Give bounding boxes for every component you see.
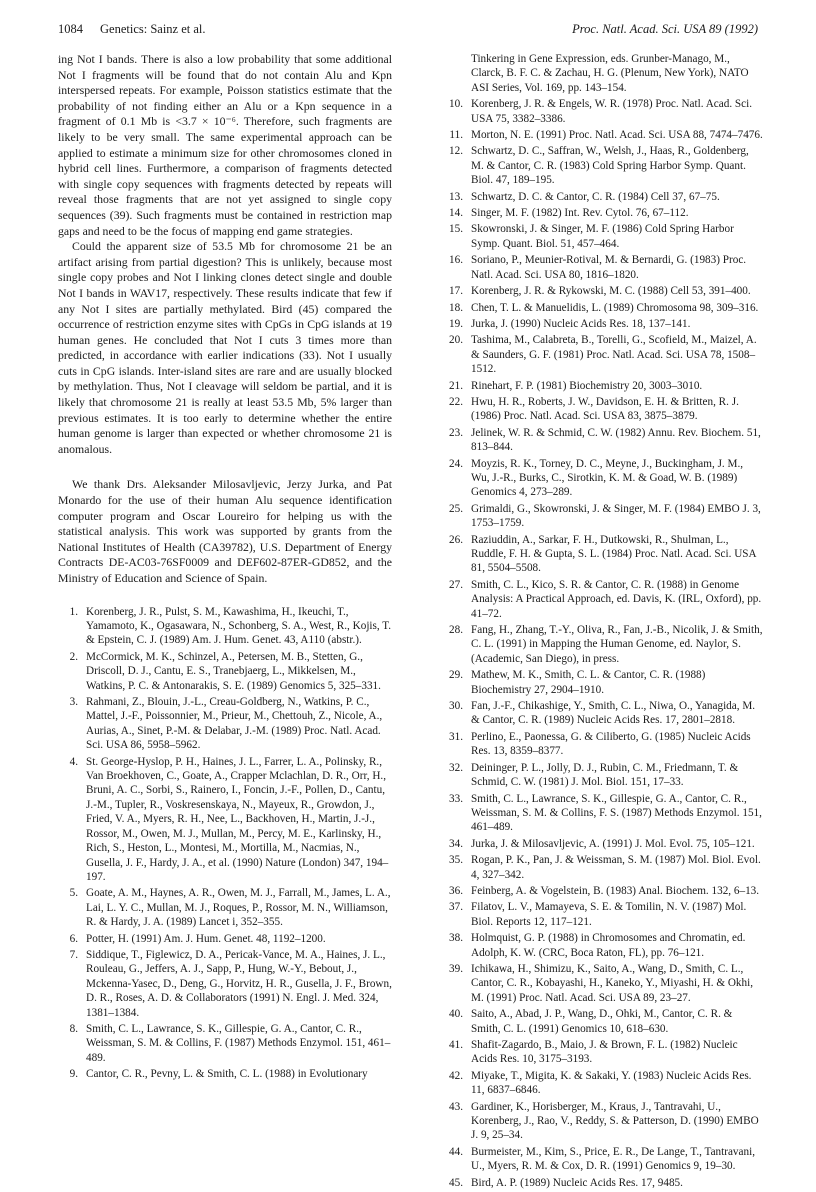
reference-text: Gardiner, K., Horisberger, M., Kraus, J., Tantravahi, U., Korenberg, J., Rao, V., Reddy, S. & Patterson, D. (1990) EMBO J. 9, 25–34. — [471, 1100, 759, 1142]
reference-number: 7. — [69, 948, 78, 961]
reference-number: 29. — [449, 669, 463, 682]
reference-number: 32. — [449, 761, 463, 774]
reference-item — [443, 931, 763, 960]
reference-number: 1. — [69, 605, 78, 618]
reference-text: Fan, J.-F., Chikashige, Y., Smith, C. L., Niwa, O., Yanagida, M. & Cantor, C. R. (1989) Nucleic Acids Res. 17, 2801–2818. — [471, 700, 756, 727]
reference-item — [443, 1145, 763, 1174]
reference-item — [443, 853, 763, 882]
reference-number: 16. — [449, 254, 463, 267]
reference-item — [58, 948, 392, 1020]
reference-item — [58, 605, 392, 648]
reference-text: Skowronski, J. & Singer, M. F. (1986) Cold Spring Harbor Symp. Quant. Biol. 51, 457–464. — [471, 223, 734, 250]
reference-text: Soriano, P., Meunier-Rotival, M. & Bernardi, G. (1983) Proc. Natl. Acad. Sci. USA 80, 1816–1820. — [471, 254, 747, 281]
reference-item — [443, 457, 763, 500]
reference-text: Miyake, T., Migita, K. & Sakaki, Y. (1983) Nucleic Acids Res. 11, 6837–6846. — [471, 1069, 752, 1097]
reference-number: 40. — [449, 1008, 463, 1021]
reference-text: McCormick, M. K., Schinzel, A., Petersen, M. B., Stetten, G., Driscoll, D. J., Cantu, E. S., Tranebjaerg, L., Mikkelsen, M., Watkins, P. C. & Antonarakis, S. E. (1989) Genomics 5, 325–331. — [86, 650, 381, 692]
reference-text: Smith, C. L., Lawrance, S. K., Gillespie, G. A., Cantor, C. R., Weissman, S. M. & Collins, F. (1987) Methods Enzymol. 151, 461–489. — [86, 1022, 391, 1064]
reference-number: 2. — [69, 650, 78, 663]
reference-item — [58, 650, 392, 693]
reference-text: Singer, M. F. (1982) Int. Rev. Cytol. 76, 67–112. — [471, 207, 689, 220]
reference-text: Potter, H. (1991) Am. J. Hum. Genet. 48, 1192–1200. — [86, 932, 326, 945]
reference-item — [443, 884, 763, 898]
reference-item — [58, 1022, 392, 1065]
reference-number: 9. — [69, 1068, 78, 1081]
reference-text: Burmeister, M., Kim, S., Price, E. R., De Lange, T., Tantravani, U., Myers, R. M. & Cox, D. R. (1991) Genomics 9, 19–30. — [471, 1145, 755, 1173]
reference-text: Raziuddin, A., Sarkar, F. H., Dutkowski, R., Shulman, L., Ruddle, F. H. & Gupta, S. L. (1984) Proc. Natl. Acad. Sci. USA 81, 5504–5508. — [471, 533, 756, 575]
reference-item — [443, 623, 763, 666]
reference-item — [443, 206, 763, 220]
reference-number: 43. — [449, 1100, 463, 1113]
reference-item — [443, 1100, 763, 1143]
reference-text: Tashima, M., Calabreta, B., Torelli, G., Scofield, M., Maizel, A. & Saunders, G. F. (1981) Proc. Natl. Acad. Sci. USA 78, 1508–1512. — [471, 334, 757, 376]
reference-number: 26. — [449, 533, 463, 546]
reference-text: Smith, C. L., Kico, S. R. & Cantor, C. R. (1988) in Genome Analysis: A Practical Approach, ed. Davis, K. (IRL, Oxford), pp. 41–72. — [471, 578, 762, 620]
reference-text: Deininger, P. L., Jolly, D. J., Rubin, C. M., Friedmann, T. & Schmid, C. W. (1981) J. Mol. Biol. 151, 17–33. — [471, 761, 739, 789]
reference-text: Korenberg, J. R. & Rykowski, M. C. (1988) Cell 53, 391–400. — [471, 285, 751, 298]
reference-text: Moyzis, R. K., Torney, D. C., Meyne, J., Buckingham, J. M., Wu, J.-R., Burks, C., Sirotkin, K. M. & Goad, W. B. (1989) Genomics 4, 273–289. — [471, 457, 744, 499]
reference-number: 24. — [449, 457, 463, 470]
reference-item — [443, 395, 763, 424]
reference-number: 23. — [449, 426, 463, 439]
reference-number: 15. — [449, 223, 463, 236]
running-head-authors: Genetics: Sainz et al. — [100, 22, 206, 36]
reference-number: 12. — [449, 145, 463, 158]
reference-text: Perlino, E., Paonessa, G. & Ciliberto, G. (1985) Nucleic Acids Res. 13, 8359–8377. — [471, 730, 751, 758]
journal-citation: Proc. Natl. Acad. Sci. USA 89 (1992) — [572, 22, 758, 36]
reference-text: Schwartz, D. C., Saffran, W., Welsh, J., Haas, R., Goldenberg, M. & Cantor, C. R. (1983) Cold Spring Harbor Symp. Quant. Biol. 47, 189–195. — [471, 145, 749, 187]
reference-number: 20. — [449, 334, 463, 347]
reference-text: Saito, A., Abad, J. P., Wang, D., Ohki, M., Cantor, C. R. & Smith, C. L. (1991) Genomics 10, 618–630. — [471, 1008, 733, 1035]
reference-number: 18. — [449, 301, 463, 314]
reference-number: 45. — [449, 1176, 463, 1189]
reference-item — [58, 755, 392, 885]
reference-text: Siddique, T., Figlewicz, D. A., Pericak-Vance, M. A., Haines, J. L., Rouleau, G., Jeffers, A. J., Sapp, P., Hung, W.-Y., Bebout, J., Mckenna-Yasec, D., Deng, G., Horvitz, H. R., Gusella, J. F., Brown, D. R., Roses, A. D. & Collaborators (1991) N. Engl. J. Med. 324, 1381–1384. — [86, 948, 392, 1019]
reference-text: Korenberg, J. R., Pulst, S. M., Kawashima, H., Ikeuchi, T., Yamamoto, K., Ogasawara, N., Schonberg, S. A., West, R., Kojis, T. & Epstein, C. J. (1989) Am. J. Hum. Genet. 43, A110 (abstr.). — [86, 605, 392, 647]
reference-text: Schwartz, D. C. & Cantor, C. R. (1984) Cell 37, 67–75. — [471, 190, 720, 203]
reference-number: 39. — [449, 962, 463, 975]
reference-number: 5. — [69, 887, 78, 900]
reference-item — [443, 792, 763, 835]
reference-number: 10. — [449, 98, 463, 111]
reference-text: Rogan, P. K., Pan, J. & Weissman, S. M. (1987) Mol. Biol. Evol. 4, 327–342. — [471, 854, 761, 881]
reference-text: Goate, A. M., Haynes, A. R., Owen, M. J., Farrall, M., James, L. A., Lai, L. Y. C., Mullan, M. J., Roques, P., Rossor, M. N., Williamson, R. & Hardy, J. A. (1989) Lancet i, 352–355. — [86, 887, 391, 929]
reference-number: 19. — [449, 317, 463, 330]
acknowledgment: We thank Drs. Aleksander Milosavljevic, Jerzy Jurka, and Pat Monardo for the use of their human Alu sequence identification computer program and Oscar Loureiro for helping us with the statistical analysis. This work was supported by grants from the National Institutes of Health (CA39782), U.S. Department of Energy Contracts DE-AC03-76SF0009 and DEF602-87ER-GD852, and the Ministry of Education and Science of Spain. — [58, 477, 392, 585]
reference-item — [443, 837, 763, 851]
reference-text: Bird, A. P. (1989) Nucleic Acids Res. 17, 9485. — [471, 1176, 683, 1189]
reference-number: 38. — [449, 932, 463, 945]
reference-text: Holmquist, G. P. (1988) in Chromosomes and Chromatin, ed. Adolph, K. W. (CRC, Boca Raton, FL), pp. 76–121. — [471, 932, 746, 959]
reference-item — [443, 379, 763, 393]
reference-list-right — [443, 97, 763, 1190]
reference-text: St. George-Hyslop, P. H., Haines, J. L., Farrer, L. A., Polinsky, R., Van Broekhoven, C., Goate, A., Crapper Mclachlan, D. R., Orr, H., Bruni, A. C., Sorbi, S., Rainero, I., Foncin, J.-F., Pollen, D., Cantu, J.-M., Tupler, R., Voskresenskaya, N., Mayeux, R., Growdon, J., Fried, V. A., Myers, R. H., Nee, L., Backhoven, H., Martin, J.-J., Rossor, M., Owen, M. J., Mullan, M., Percy, M. E., Karlinsky, H., Rich, S., Heston, L., Montesi, M., Mortilla, M., Nacmias, N., Gusella, J. F., Hardy, J. A., et al. (1990) Nature (London) 347, 194–197. — [86, 755, 389, 883]
reference-item — [443, 962, 763, 1005]
reference-number: 37. — [449, 901, 463, 914]
reference-text: Rahmani, Z., Blouin, J.-L., Creau-Goldberg, N., Watkins, P. C., Mattel, J.-F., Poissonnier, M., Prieur, M., Chettouh, Z., Nicole, A., Aurias, A., Sinet, P.-M. & Delabar, J.-M. (1989) Proc. Natl. Acad. Sci. USA 86, 5958–5962. — [86, 696, 383, 752]
reference-item — [443, 144, 763, 187]
reference-text: Cantor, C. R., Pevny, L. & Smith, C. L. (1988) in Evolutionary — [86, 1068, 368, 1081]
reference-item — [443, 97, 763, 126]
reference-text: Chen, T. L. & Manuelidis, L. (1989) Chromosoma 98, 309–316. — [471, 301, 759, 314]
page-number: 1084 — [58, 22, 83, 36]
reference-number: 36. — [449, 884, 463, 897]
reference-number: 33. — [449, 792, 463, 805]
reference-number: 8. — [69, 1022, 78, 1035]
reference-text: Ichikawa, H., Shimizu, K., Saito, A., Wang, D., Smith, C. L., Cantor, C. R., Kobayashi, H., Kaneko, Y., Miyashi, H. & Okhi, M. (1991) Proc. Natl. Acad. Sci. USA 89, 23–27. — [471, 962, 754, 1004]
reference-item — [443, 333, 763, 376]
reference-item — [443, 1038, 763, 1067]
reference-text: Fang, H., Zhang, T.-Y., Oliva, R., Fan, J.-B., Nicolik, J. & Smith, C. L. (1991) in Mapping the Human Genome, ed. Naylor, S. (Academic, San Diego), in press. — [471, 624, 763, 665]
reference-item — [443, 668, 763, 697]
reference-list-left — [58, 605, 392, 1082]
reference-item — [443, 426, 763, 455]
reference-number: 25. — [449, 502, 463, 515]
reference-number: 11. — [449, 129, 463, 142]
reference-text: Korenberg, J. R. & Engels, W. R. (1978) Proc. Natl. Acad. Sci. USA 75, 3382–3386. — [471, 98, 753, 125]
reference-number: 6. — [69, 932, 78, 945]
reference-item — [58, 1067, 392, 1081]
reference-item — [443, 1176, 763, 1190]
reference-number: 4. — [69, 755, 78, 768]
reference-text: Shafit-Zagardo, B., Maio, J. & Brown, F. L. (1982) Nucleic Acids Res. 10, 3175–3193. — [471, 1039, 738, 1066]
reference-text: Filatov, L. V., Mamayeva, S. E. & Tomilin, N. V. (1987) Mol. Biol. Reports 12, 117–121. — [471, 901, 747, 928]
reference-item — [443, 1069, 763, 1098]
reference-item — [443, 190, 763, 204]
reference-number: 28. — [449, 624, 463, 637]
reference-item — [58, 932, 392, 946]
reference-text: Jurka, J. & Milosavljevic, A. (1991) J. Mol. Evol. 75, 105–121. — [471, 837, 755, 850]
body-paragraph-2: Could the apparent size of 53.5 Mb for chromosome 21 be an artifact arising from partial digestion? This is unlikely, because most single copy probes and Not I linking clones detect single and double Not I bands in WAV17, respectively. These results indicate that few if any Not I sites are partially methylated. Bird (45) compared the occurrence of restriction enzyme sites with CpGs in CpG islands at 19 human genes. He concluded that Not I cuts 3 times more than predicted, in accordance with earlier indications (33). Not I usually cuts in CpG islands. Inter-island sites are rare and are usually blocked by methylation. Thus, Not I cleavage will seldom be partial, and it is likely that chromosome 21 is really at least 53.5 Mb, 5% larger than previous estimates. It is too early to determine whether the entire human genome is larger than expected or whether chromosome 21 is anomalous. — [58, 239, 392, 456]
reference-number: 34. — [449, 837, 463, 850]
reference-item — [443, 1007, 763, 1036]
reference-item — [443, 253, 763, 282]
reference-number: 21. — [449, 379, 463, 392]
reference-number: 17. — [449, 285, 463, 298]
reference-item — [58, 886, 392, 929]
reference-number: 13. — [449, 190, 463, 203]
reference-item — [443, 222, 763, 251]
reference-text: Smith, C. L., Lawrance, S. K., Gillespie, G. A., Cantor, C. R., Weissman, S. M. & Collins, F. S. (1987) Methods Enzymol. 151, 461–489. — [471, 792, 762, 834]
reference-text: Rinehart, F. P. (1981) Biochemistry 20, 3003–3010. — [471, 379, 703, 392]
reference-number: 35. — [449, 854, 463, 867]
reference-item — [443, 301, 763, 315]
reference-item — [443, 128, 763, 142]
reference-item — [443, 533, 763, 576]
reference-item — [58, 695, 392, 753]
running-header — [58, 22, 758, 42]
body-paragraph-1: ing Not I bands. There is also a low probability that some additional Not I fragments will be found that do not contain Alu and Kpn interspersed repeats. For example, Poisson statistics estimate that the probability of not finding either an Alu or a Kpn sequence in a fragment of 0.1 Mb is <3.7 × 10⁻⁶. Therefore, such fragments are likely to be very small. The same experimental approach can be applied to estimate a minimum size for other chromosomes cloned in hybrid cell lines. Furthermore, a comparison of fragments detected with single copy sequences with fragments detected by repeats will reveal those fragments that are not yet assigned to single copy sequences (39). Such fragments must be contained in restriction map gaps and need to be the focus of mapping end game strategies. — [58, 52, 392, 238]
reference-number: 27. — [449, 578, 463, 591]
reference-item — [443, 699, 763, 728]
reference-number: 14. — [449, 207, 463, 220]
reference-9-continuation: Tinkering in Gene Expression, eds. Grunber-Manago, M., Clarck, B. F. C. & Zachau, H. G. (Plenum, New York), NATO ASI Series, Vol. 169, pp. 143–154. — [471, 53, 749, 94]
reference-item — [443, 578, 763, 621]
reference-number: 31. — [449, 730, 463, 743]
reference-number: 41. — [449, 1039, 463, 1051]
reference-text: Hwu, H. R., Roberts, J. W., Davidson, E. H. & Britten, R. J. (1986) Proc. Natl. Acad. Sci. USA 83, 3875–3879. — [471, 395, 739, 423]
reference-text: Morton, N. E. (1991) Proc. Natl. Acad. Sci. USA 88, 7474–7476. — [471, 129, 763, 142]
reference-number: 3. — [69, 696, 78, 709]
reference-text: Jurka, J. (1990) Nucleic Acids Res. 18, 137–141. — [471, 317, 691, 330]
left-column — [58, 52, 392, 1084]
reference-item — [443, 284, 763, 298]
reference-number: 22. — [449, 395, 463, 408]
reference-number: 30. — [449, 700, 463, 713]
reference-item — [443, 317, 763, 331]
reference-text: Jelinek, W. R. & Schmid, C. W. (1982) Annu. Rev. Biochem. 51, 813–844. — [471, 426, 761, 454]
reference-item — [443, 900, 763, 929]
reference-item — [443, 730, 763, 759]
reference-text: Mathew, M. K., Smith, C. L. & Cantor, C. R. (1988) Biochemistry 27, 2904–1910. — [471, 669, 706, 696]
reference-item — [443, 761, 763, 790]
reference-number: 44. — [449, 1145, 463, 1158]
reference-item — [443, 502, 763, 531]
reference-text: Grimaldi, G., Skowronski, J. & Singer, M. F. (1984) EMBO J. 3, 1753–1759. — [471, 502, 761, 530]
reference-number: 42. — [449, 1069, 463, 1082]
right-column — [443, 52, 763, 1192]
reference-text: Feinberg, A. & Vogelstein, B. (1983) Anal. Biochem. 132, 6–13. — [471, 884, 760, 897]
